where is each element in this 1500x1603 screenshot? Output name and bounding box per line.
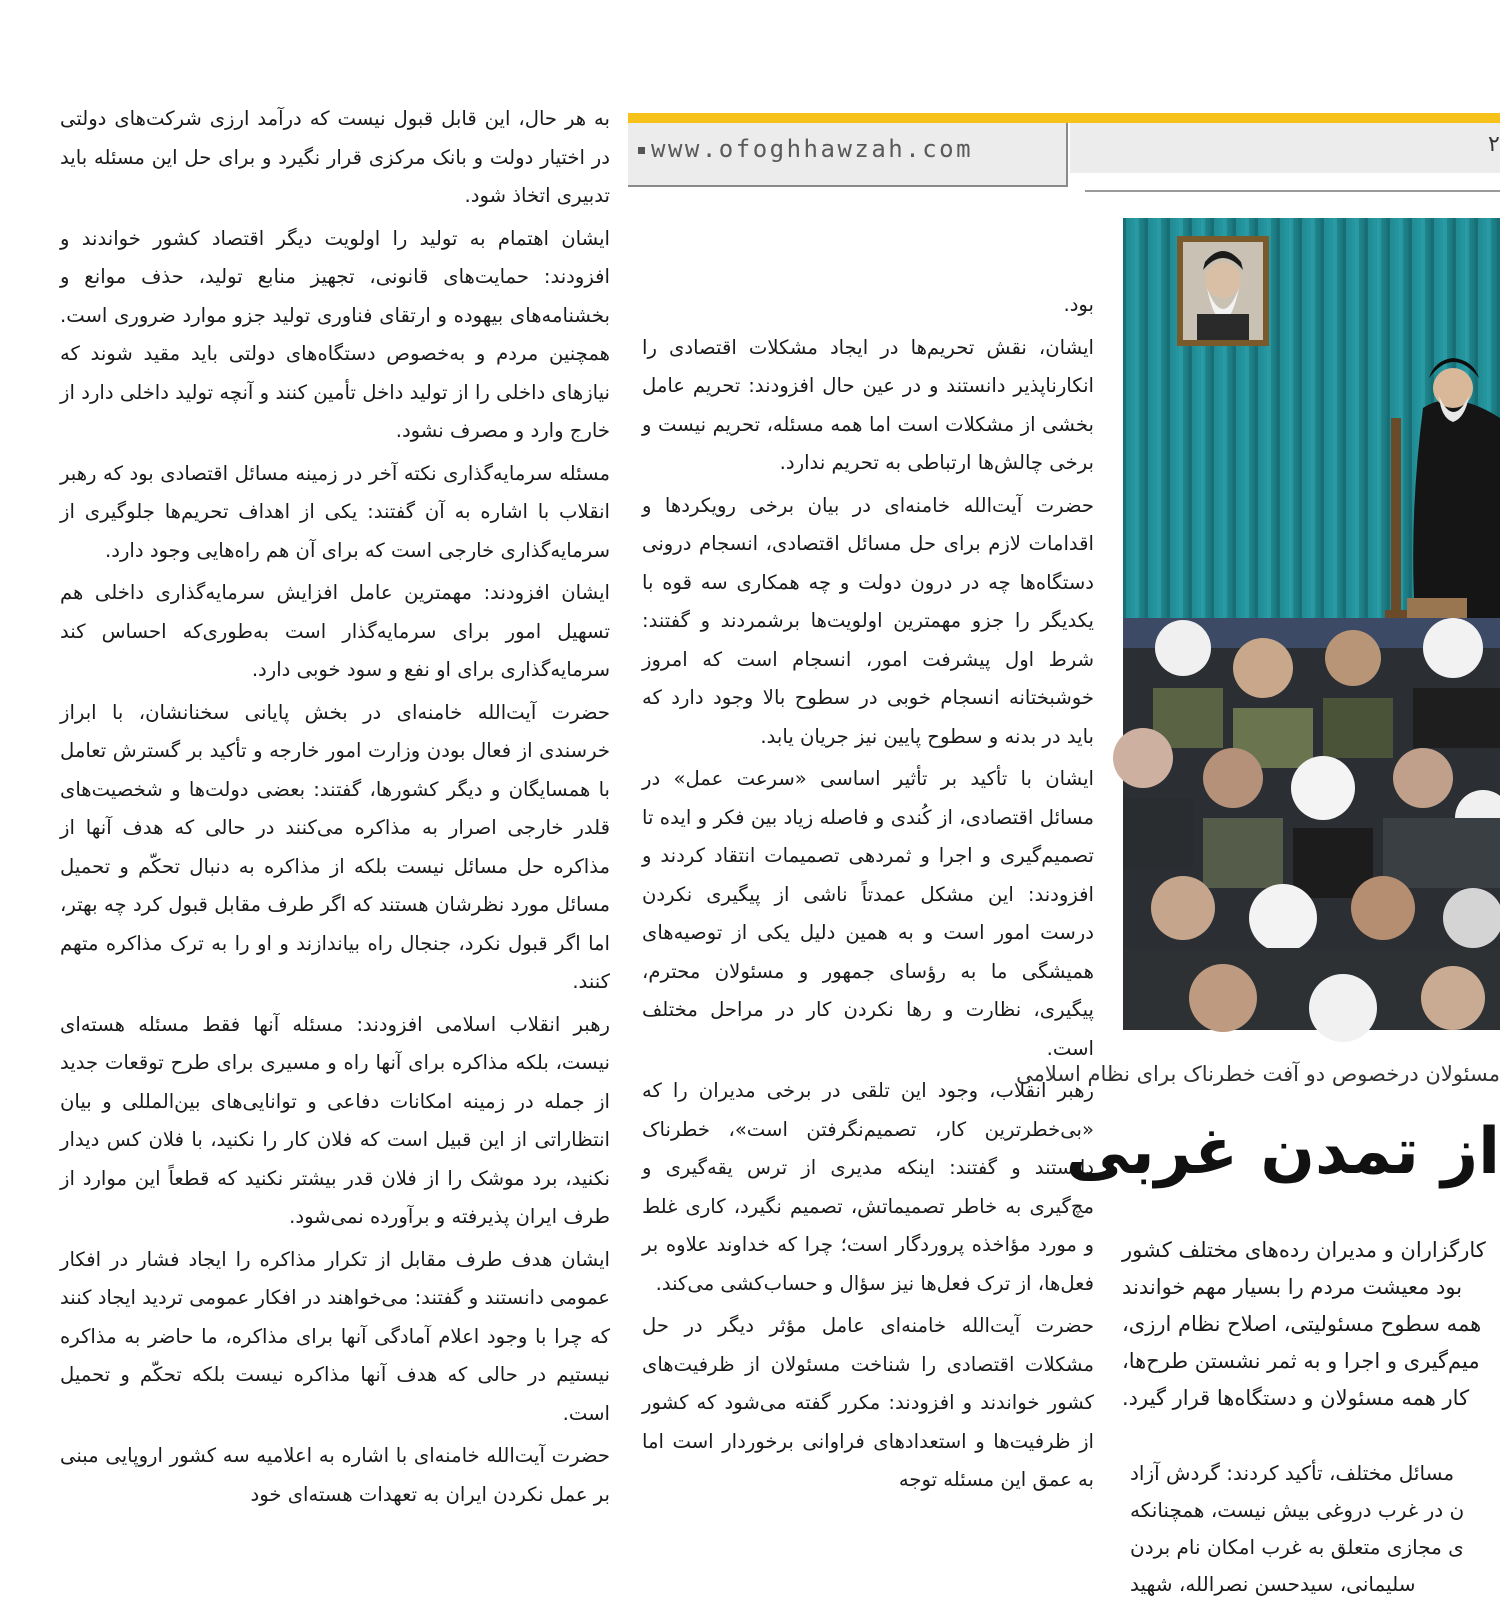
body-line: سلیمانی، سیدحسن نصرالله، شهید [1130,1572,1416,1596]
masthead-strip [1070,123,1500,173]
body-line: مسائل مختلف، تأکید کردند: گردش آزاد [1130,1461,1455,1485]
article-headline: از تمدن غربی [1065,1115,1500,1189]
article-column-middle [642,286,1094,1504]
page-number: ۲ [1488,132,1500,157]
body-line: ی مجازی متعلق به غرب امکان نام بردن [1130,1535,1464,1559]
lead-line: کارگزاران و مدیران رده‌های مختلف کشور [1122,1238,1486,1262]
masthead-url-box [628,123,1068,187]
meeting-photo-illustration [1123,218,1500,1030]
lead-line: بود معیشت مردم را بسیار مهم خواندند [1122,1275,1463,1299]
lead-line: همه سطوح مسئولیتی، اصلاح نظام ارزی، [1122,1312,1482,1336]
photo-caption: مسئولان درخصوص دو آفت خطرناک برای نظام اسلامی [1016,1062,1500,1086]
paragraph: به هر حال، این قابل قبول نیست که درآمد ارزی شرکت‌های دولتی در اختیار دولت و بانک مرکزی قرار نگیرد و برای حل این مسئله باید تدبیری اتخاذ شود. [60,107,610,207]
news-photo [1123,218,1500,1030]
body-line: ن در غرب دروغی بیش نیست، همچنانکه [1130,1498,1465,1522]
paragraph: حضرت آیت‌الله خامنه‌ای در بخش پایانی سخنانشان، با ابراز خرسندی از فعال بودن وزارت امور خارجه و تأکید بر گسترش تعامل با همسایگان و دیگر کشورها، گفتند: بعضی دولت‌ها و شخصیت‌های قلدر خارجی اصرار به مذاکره می‌کنند در حالی که هدف آنها از مذاکره حل مسائل نیست بلکه از مذاکره به دنبال تحکّم و تحمیل مسائل مورد نظرشان هستند که اگر طرف مقابل قبول کرد چه بهتر، اما اگر قبول نکرد، جنجال راه بیاندازند و او را به ترک مذاکره متهم کنند. [60,700,610,993]
paragraph: حضرت آیت‌الله خامنه‌ای با اشاره به اعلامیه سه کشور اروپایی مبنی بر عمل نکردن ایران به تعهدات هسته‌ای خود [60,1444,610,1506]
paragraph: حضرت آیت‌الله خامنه‌ای عامل مؤثر دیگر در حل مشکلات اقتصادی را شناخت مسئولان از ظرفیت‌های کشور خواندند و افزودند: مکرر گفته می‌شود که کشور از ظرفیت‌ها و استعدادهای فراوانی برخوردار است اما به عمق این مسئله توجه [642,1314,1094,1491]
paragraph: بود. [1063,293,1094,316]
bullet-icon [638,147,645,154]
paragraph: مسئله سرمایه‌گذاری نکته آخر در زمینه مسائل اقتصادی بود که رهبر انقلاب با اشاره به آن گفتند: یکی از اهداف تحریم‌ها جلوگیری از سرمایه‌گذاری خارجی است که برای آن هم راه‌هایی وجود دارد. [60,461,610,562]
paragraph: حضرت آیت‌الله خامنه‌ای در بیان برخی رویکردها و اقدامات لازم برای حل مسائل اقتصادی، انسجام درونی دستگاه‌ها چه در درون دولت و چه همکاری سه قوه با یکدیگر را جزو مهمترین اولویت‌ها برشمردند و گفتند: شرط اول پیشرفت امور، انسجام است که امروز خوشبختانه انسجام خوبی در سطوح بالا وجود دارد که باید در بدنه و سطوح پایین نیز جریان یابد. [642,493,1094,748]
masthead-accent-bar [628,113,1500,123]
header-divider [1085,190,1500,192]
article-column-left [60,100,610,1518]
paragraph: رهبر انقلاب، وجود این تلقی در برخی مدیران را که «بی‌خطرترین کار، تصمیم‌نگرفتن است»، خطرناک دانستند و گفتند: اینکه مدیری از ترس یقه‌گیری و مچ‌گیری به خاطر تصمیماتش، تصمیم نگیرد، کاری غلط و مورد مؤاخذه پروردگار است؛ چرا که خداوند علاوه بر فعل‌ها، از ترک فعل‌ها نیز سؤال و حساب‌کشی می‌کند. [642,1079,1094,1295]
article-body-right [1130,1455,1500,1603]
paragraph: ایشان، نقش تحریم‌ها در ایجاد مشکلات اقتصادی را انکارناپذیر دانستند و در عین حال افزودند: تحریم عامل بخشی از مشکلات است اما همه مسئله، تحریم نیست و برخی چالش‌ها ارتباطی به تحریم ندارد. [642,335,1094,474]
paragraph: ایشان با تأکید بر تأثیر اساسی «سرعت عمل» در مسائل اقتصادی، از کُندی و فاصله زیاد بین فکر و ایده تا تصمیم‌گیری و اجرا و ثمردهی تصمیمات انتقاد کردند و افزودند: این مشکل عمدتاً ناشی از پیگیری نکردن درست امور است و به همین دلیل یکی از توصیه‌های همیشگی ما به رؤسای جمهور و مسئولان محترم، پیگیری، نظارت و رها نکردن کار در مراحل مختلف است. [642,767,1094,1060]
paragraph: ایشان اهتمام به تولید را اولویت دیگر اقتصاد کشور خواندند و افزودند: حمایت‌های قانونی، تجهیز منابع تولید، حذف موانع و بخشنامه‌های بیهوده و ارتقای فناوری تولید جزو موارد ضروری است. همچنین مردم و به‌خصوص دستگاه‌های دولتی باید مقید شوند که نیازهای داخلی را از تولید داخل تأمین کنند و آنچه تولید داخلی دارد از خارج وارد و مصرف نشود. [60,226,610,442]
paragraph: ایشان هدف طرف مقابل از تکرار مذاکره را ایجاد فشار در افکار عمومی دانستند و گفتند: می‌خواهند در افکار عمومی تردید ایجاد کنند که چرا با وجود اعلام آمادگی آنها برای مذاکره، ما حاضر به مذاکره نیستیم در حالی که هدف آنها مذاکره نیست بلکه تحکّم و تحمیل است. [60,1247,610,1425]
paragraph: رهبر انقلاب اسلامی افزودند: مسئله آنها فقط مسئله هسته‌ای نیست، بلکه مذاکره برای آنها راه و مسیری برای طرح توقعات جدید از جمله در زمینه امکانات دفاعی و توانایی‌های بین‌المللی و بیان انتظاراتی از این قبیل است که فلان کار را نکنید، با فلان کس دیدار نکنید، برد موشک را از فلان قدر بیشتر نکنید که قطعاً این موارد از طرف ایران پذیرفته و برآورده نمی‌شود. [60,1012,610,1228]
article-lead [1122,1232,1500,1417]
lead-line: کار همه مسئولان و دستگاه‌ها قرار گیرد. [1122,1386,1470,1410]
website-url[interactable]: www.ofoghhawzah.com [638,135,973,163]
paragraph: ایشان افزودند: مهمترین عامل افزایش سرمایه‌گذاری داخلی هم تسهیل امور برای سرمایه‌گذار است به‌طوری‌که احساس کند سرمایه‌گذاری برای او نفع و سود خوبی دارد. [60,581,610,681]
lead-line: میم‌گیری و اجرا و به ثمر نشستن طرح‌ها، [1122,1349,1480,1373]
